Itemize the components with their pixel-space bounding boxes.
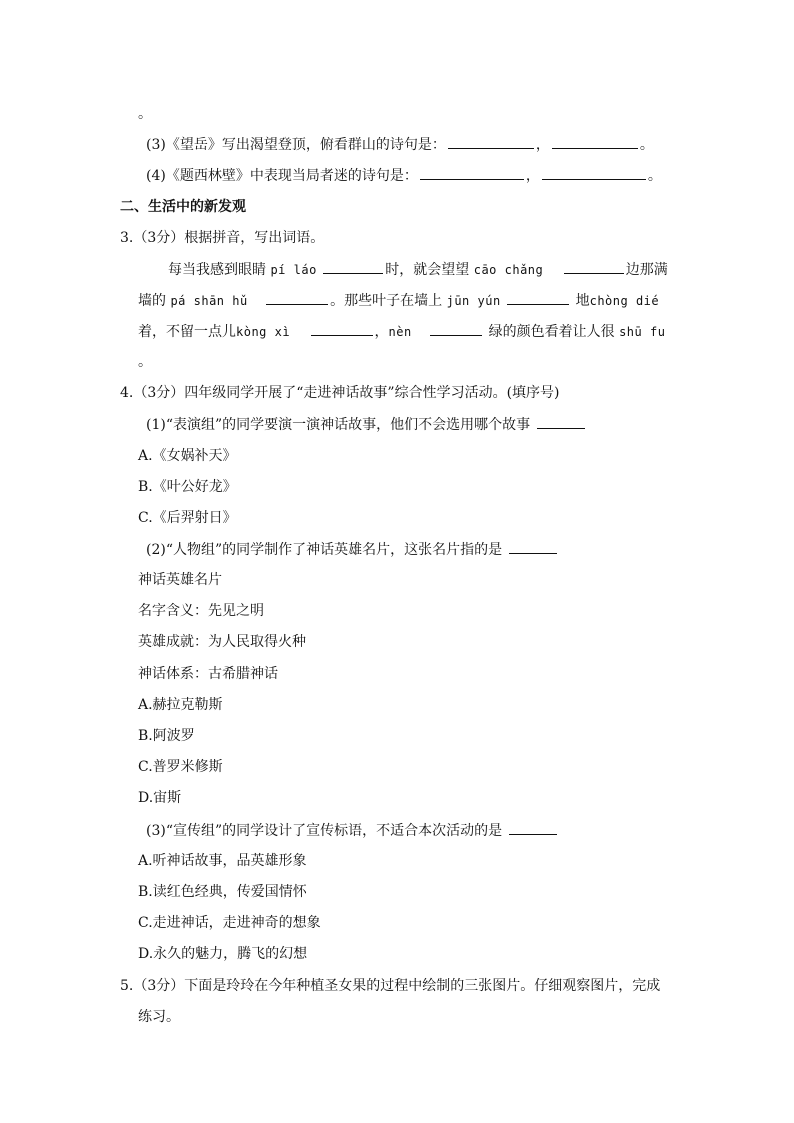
period: 。 (639, 137, 654, 153)
option: B.读红色经典，传爱国情怀 (138, 884, 307, 900)
answer-blank[interactable] (311, 321, 373, 336)
option: B.阿波罗 (138, 728, 195, 744)
q5-stem: 5.（3分）下面是玲玲在今年种植圣女果的过程中绘制的三张图片。仔细观察图片，完成 (120, 978, 661, 994)
top-period: 。 (138, 106, 152, 122)
answer-blank[interactable] (507, 290, 569, 305)
answer-blank[interactable] (509, 539, 557, 554)
q3-text: 绿的颜色看着让人很 (488, 324, 615, 340)
q3-text: 墙的 (138, 293, 166, 309)
pinyin: shū fu (619, 325, 666, 339)
hero-card-title: 神话英雄名片 (138, 572, 222, 588)
q3-text: 。那些叶子在墙上 (330, 293, 443, 309)
answer-blank[interactable] (564, 259, 624, 274)
q3-text: 每当我感到眼睛 (168, 262, 266, 278)
option: C.《后羿射日》 (138, 510, 237, 526)
q2-item-3 (146, 134, 654, 155)
answer-blank[interactable] (266, 290, 328, 305)
option: B.《叶公好龙》 (138, 479, 237, 495)
comma: ， (525, 168, 540, 184)
pinyin: chòng dié (589, 294, 660, 308)
q4-sub-3 (146, 820, 559, 841)
q3-text: 时，就会望望 (385, 262, 470, 278)
q3-text: 着，不留一点儿 (138, 324, 236, 340)
q3-end-period: 。 (138, 354, 152, 370)
hero-card-line: 神话体系：古希腊神话 (138, 666, 278, 682)
comma: ， (535, 137, 550, 153)
hero-card-line: 英雄成就：为人民取得火种 (138, 634, 306, 650)
q4-sub-3-text: (3)“宣传组”的同学设计了宣传标语，不适合本次活动的是 (146, 823, 503, 839)
q3-line-3 (138, 321, 665, 342)
answer-blank[interactable] (323, 259, 383, 274)
answer-blank[interactable] (430, 321, 482, 336)
pinyin: cāo chǎng (473, 263, 544, 277)
answer-blank[interactable] (552, 134, 638, 149)
period: 。 (647, 168, 662, 184)
option: C.走进神话，走进神奇的想象 (138, 915, 321, 931)
option: A.《女娲补天》 (138, 448, 237, 464)
pinyin: jūn yún (446, 294, 501, 308)
option: A.听神话故事，品英雄形象 (138, 853, 307, 869)
q4-sub-1-text: (1)“表演组”的同学要演一演神话故事，他们不会选用哪个故事 (146, 417, 531, 433)
hero-card-line: 名字含义：先见之明 (138, 603, 264, 619)
answer-blank[interactable] (509, 820, 557, 835)
pinyin: pá shān hǔ (170, 294, 248, 308)
q4-sub-2-text: (2)“人物组”的同学制作了神话英雄名片，这张名片指的是 (146, 542, 503, 558)
q3-text: ， (374, 324, 389, 340)
q4-sub-2 (146, 539, 559, 560)
q5-stem-cont: 练习。 (138, 1009, 180, 1025)
q4-sub-1 (146, 414, 587, 435)
q3-line-1 (168, 259, 668, 280)
q3-stem: 3.（3分）根据拼音，写出词语。 (120, 230, 325, 246)
q2-item-4 (146, 165, 662, 186)
pinyin: kòng xì (236, 325, 291, 339)
q3-text: 地 (575, 293, 590, 309)
pinyin: pí láo (270, 263, 317, 277)
answer-blank[interactable] (420, 165, 524, 180)
q2-item-4-text: (4)《题西林壁》中表现当局者迷的诗句是： (146, 168, 418, 184)
section-title: 二、生活中的新发观 (120, 199, 246, 215)
option: A.赫拉克勒斯 (138, 697, 223, 713)
option: D.永久的魅力，腾飞的幻想 (138, 946, 308, 962)
pinyin: nèn (388, 325, 412, 339)
option: C.普罗米修斯 (138, 759, 223, 775)
q2-item-3-text: (3)《望岳》写出渴望登顶，俯看群山的诗句是： (146, 137, 446, 153)
q4-stem: 4.（3分）四年级同学开展了“走进神话故事”综合性学习活动。(填序号) (120, 385, 560, 401)
answer-blank[interactable] (448, 134, 534, 149)
q3-text: 边那满 (625, 262, 668, 278)
option: D.宙斯 (138, 790, 182, 806)
answer-blank[interactable] (542, 165, 646, 180)
q3-line-2 (138, 290, 659, 311)
answer-blank[interactable] (537, 414, 585, 429)
